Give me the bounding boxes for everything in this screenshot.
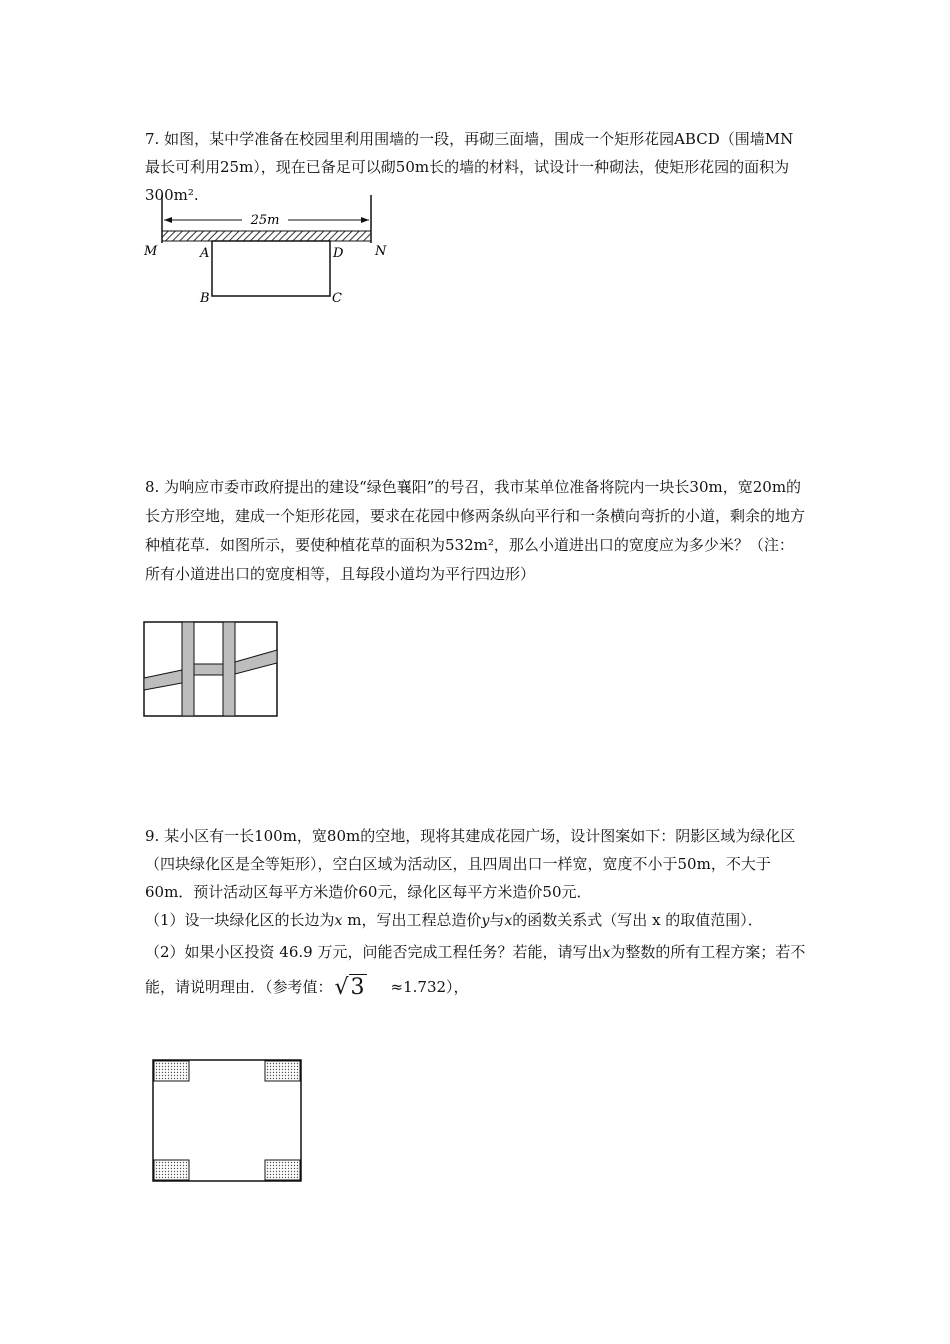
plaza-figure: [152, 1059, 304, 1184]
var-x: x: [602, 945, 611, 961]
question-9: [145, 822, 807, 1005]
label-B: B: [200, 291, 210, 306]
question-7-text: 7. 如图，某中学准备在校园里利用围墙的一段，再砌三面墙，围成一个矩形花园ABCD（围墙MN最长可利用25m），现在已备足可以砌50m长的墙的材料，试设计一种砌法，使矩形花园的面积为300m².: [145, 130, 794, 204]
label-C: C: [332, 291, 342, 306]
question-9-intro: 9. 某小区有一长100m，宽80m的空地，现将其建成花园广场，设计图案如下：阴影区域为绿化区（四块绿化区是全等矩形），空白区域为活动区，且四周出口一样宽，宽度不小于50m，不大于60m．预计活动区每平方米造价60元，绿化区每平方米造价50元．: [145, 827, 796, 901]
var-x: x: [334, 913, 343, 929]
var-x: x: [504, 913, 513, 929]
question-8: [145, 473, 807, 589]
sqrt-symbol: √3: [334, 975, 365, 1000]
question-9-part-1: （1）设一块绿化区的长边为x m，写出工程总造价y与x的函数关系式（写出 x 的取值范围）．: [145, 911, 763, 929]
label-M: M: [144, 244, 158, 259]
label-N: N: [375, 244, 387, 259]
question-8-text: 8. 为响应市委市政府提出的建设“绿色襄阳”的号召，我市某单位准备将院内一块长30m，宽20m的长方形空地，建成一个矩形花园，要求在花园中修两条纵向平行和一条横向弯折的小道，剩余的地方种植花草．如图所示，要使种植花草的面积为532m²，那么小道进出口的宽度应为多少米？（注：所有小道进出口的宽度相等，且每段小道均为平行四边形）: [145, 478, 806, 583]
var-y: y: [481, 913, 490, 929]
question-9-part-2: （2）如果小区投资 46.9 万元，问能否完成工程任务？若能，请写出x为整数的所有工程方案；若不能，请说明理由．（参考值：√3 ≈1.732），: [145, 935, 807, 1005]
wall-garden-figure: [140, 195, 400, 310]
label-D: D: [333, 246, 344, 261]
label-A: A: [200, 246, 210, 261]
path-garden-figure: [143, 621, 279, 718]
length-label: 25m: [250, 213, 280, 228]
